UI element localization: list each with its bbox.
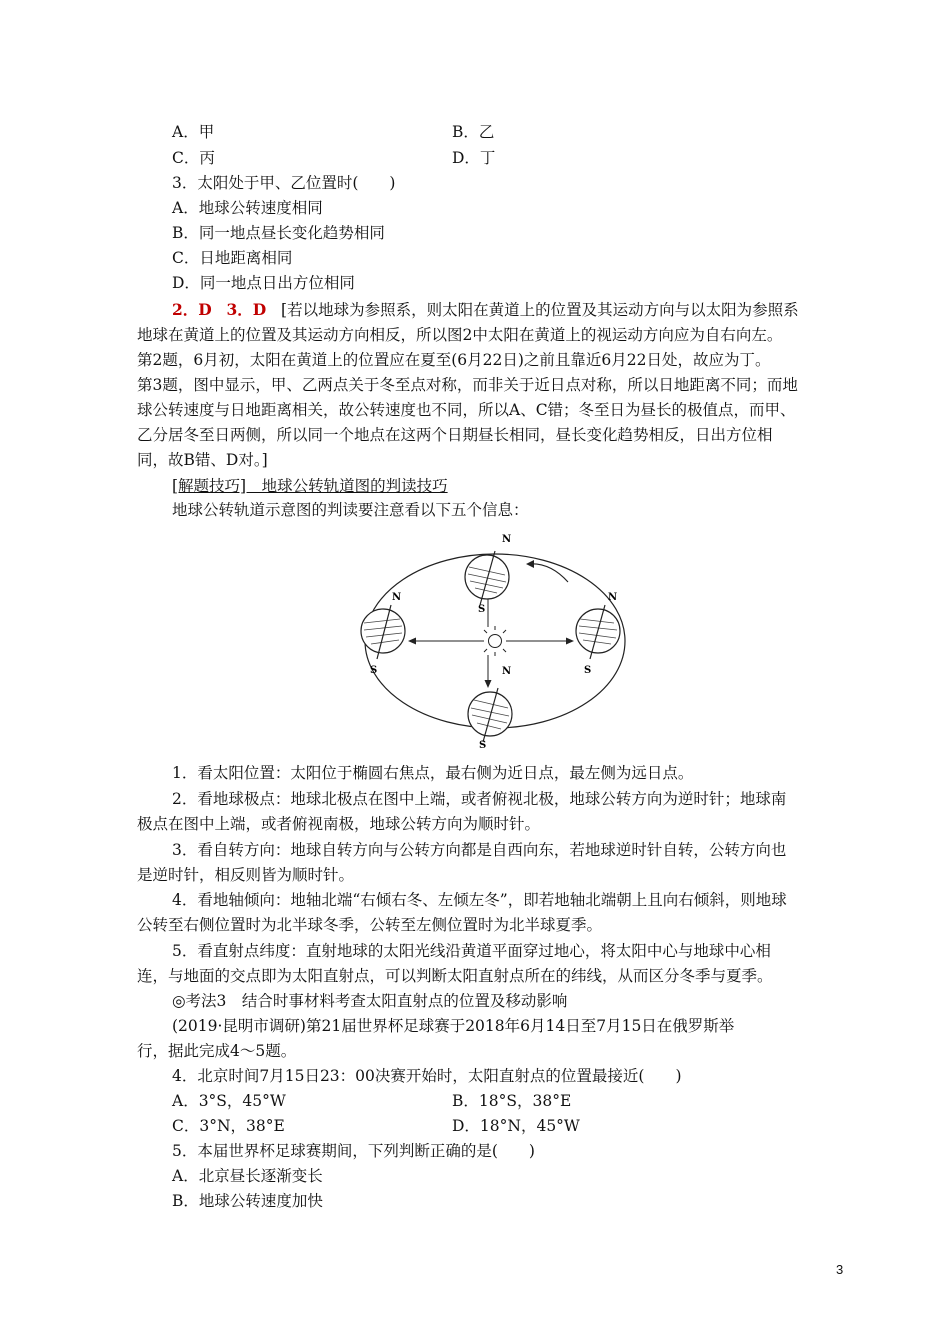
label-s-bottom: S (479, 740, 487, 750)
q3-option-c: C．日地距离相同 (172, 249, 293, 267)
q4-option-b: B．18°S，38°E (452, 1092, 572, 1110)
tips-point-2a: 2．看地球极点：地球北极点在图中上端，或者俯视北极，地球公转方向为逆时针；地球南 (172, 790, 787, 808)
q4-stem: 4．北京时间7月15日23：00决赛开始时，太阳直射点的位置最接近( ) (172, 1067, 682, 1085)
answer-line-4: 第3题，图中显示，甲、乙两点关于冬至点对称，而非关于近日点对称，所以日地距离不同；而地 (137, 376, 798, 394)
answer-line-1 (172, 300, 799, 320)
revolution-arrowhead (526, 560, 534, 568)
answer-line-2: 地球在黄道上的位置及其运动方向相反，所以图2中太阳在黄道上的视运动方向应为自右向左。 (137, 326, 783, 344)
answer-line-3: 第2题，6月初，太阳在黄道上的位置应在夏至(6月22日)之前且靠近6月22日处，故应为丁。 (137, 351, 771, 369)
tips-point-3a: 3．看自转方向：地球自转方向与公转方向都是自西向东，若地球逆时针自转，公转方向也 (172, 841, 787, 859)
tips-point-5b: 连，与地面的交点即为太阳直射点，可以判断太阳直射点所在的纬线，从而区分冬季与夏季。 (137, 967, 773, 985)
earth-top (465, 551, 509, 605)
orbit-diagram (350, 528, 640, 750)
sun-icon (480, 626, 510, 656)
method3-intro-2: 行，据此完成4～5题。 (137, 1042, 297, 1060)
answer-line-5: 球公转速度与日地距离相关，故公转速度也不同，所以A、C错；冬至日为昼长的极值点，而甲、 (137, 401, 796, 419)
q4-option-a: A．3°S，45°W (172, 1092, 286, 1110)
q3-option-b: B．同一地点昼长变化趋势相同 (172, 224, 385, 242)
q3-stem: 3．太阳处于甲、乙位置时( ) (172, 174, 396, 192)
arrowhead-left (408, 638, 416, 645)
tips-intro: 地球公转轨道示意图的判读要注意看以下五个信息： (172, 501, 529, 519)
answer-label-2: 2．D (172, 300, 212, 319)
earth-right (576, 605, 620, 659)
tips-point-1: 1．看太阳位置：太阳位于椭圆右焦点，最右侧为近日点，最左侧为远日点。 (172, 764, 694, 782)
q5-stem: 5．本届世界杯足球赛期间，下列判断正确的是( ) (172, 1142, 535, 1160)
method3-heading: ◎考法3 结合时事材料考查太阳直射点的位置及移动影响 (172, 992, 568, 1010)
arrowhead-right (566, 638, 574, 645)
label-n-left: N (392, 592, 402, 603)
label-n-top: N (502, 534, 512, 545)
tips-heading: [解题技巧] 地球公转轨道图的判读技巧 (172, 477, 448, 495)
label-s-left: S (370, 665, 378, 676)
method3-intro-1: (2019·昆明市调研)第21届世界杯足球赛于2018年6月14日至7月15日在俄罗斯举 (172, 1017, 735, 1035)
q3-option-d: D．同一地点日出方位相同 (172, 274, 355, 292)
tips-point-4a: 4．看地轴倾向：地轴北端“右倾右冬、左倾左冬”，即若地轴北端朝上且向右倾斜，则地球 (172, 891, 787, 909)
label-n-right: N (608, 592, 618, 603)
page-number: 3 (836, 1262, 844, 1277)
tips-point-5a: 5．看直射点纬度：直射地球的太阳光线沿黄道平面穿过地心，将太阳中心与地球中心相 (172, 942, 771, 960)
label-s-right: S (584, 665, 592, 676)
q2-option-a: A．甲 (172, 123, 215, 141)
label-s-top: S (478, 604, 486, 615)
answer-line-6: 乙分居冬至日两侧，所以同一个地点在这两个日期昼长相同，昼长变化趋势相反，日出方位相 (137, 426, 773, 444)
answer-label-3: 3．D (226, 300, 267, 319)
q2-option-b: B．乙 (452, 123, 495, 141)
answer-text-1: [若以地球为参照系，则太阳在黄道上的位置及其运动方向与以太阳为参照系 (281, 301, 799, 319)
q4-option-c: C．3°N，38°E (172, 1117, 285, 1135)
answer-line-7: 同，故B错、D对。] (137, 451, 268, 469)
label-n-bottom: N (502, 666, 512, 677)
q5-option-a: A．北京昼长逐渐变长 (172, 1167, 323, 1185)
q5-option-b: B．地球公转速度加快 (172, 1192, 323, 1210)
tips-point-4b: 公转至右侧位置时为北半球冬季，公转至左侧位置时为北半球夏季。 (137, 916, 603, 934)
tips-point-2b: 极点在图中上端，或者俯视南极，地球公转方向为顺时针。 (137, 815, 541, 833)
q4-option-d: D．18°N，45°W (452, 1117, 580, 1135)
q2-option-d: D．丁 (452, 149, 496, 167)
earth-left (361, 605, 405, 659)
tips-point-3b: 是逆时针，相反则皆为顺时针。 (137, 866, 355, 884)
earth-bottom (468, 688, 512, 742)
q3-option-a: A．地球公转速度相同 (172, 199, 323, 217)
q2-option-c: C．丙 (172, 149, 215, 167)
arrowhead-down (485, 680, 492, 688)
